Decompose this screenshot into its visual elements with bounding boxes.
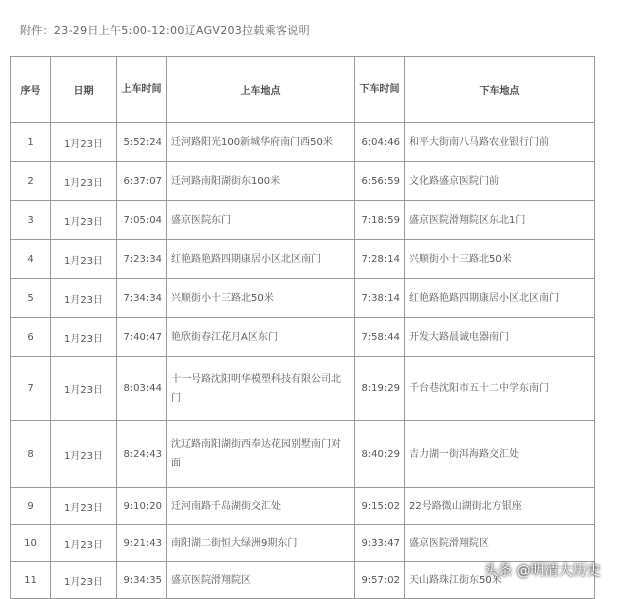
cell-date: 1月23日 xyxy=(51,318,117,357)
cell-board-place: 艳欣街春江花月A区东门 xyxy=(167,318,355,357)
cell-date: 1月23日 xyxy=(51,240,117,279)
header-board-time: 上车时间 xyxy=(117,57,167,123)
cell-alight-time: 7:38:14 xyxy=(355,279,405,318)
cell-alight-place: 22号路微山湖街北方银座 xyxy=(405,488,595,525)
cell-alight-time: 8:40:29 xyxy=(355,421,405,488)
cell-board-time: 7:40:47 xyxy=(117,318,167,357)
cell-date: 1月23日 xyxy=(51,357,117,421)
cell-board-place: 迁河路南阳湖街东100米 xyxy=(167,162,355,201)
cell-no: 5 xyxy=(11,279,51,318)
ride-record-table xyxy=(10,56,595,599)
cell-board-place: 沈辽路南阳湖街西奉达花园别墅南门对面 xyxy=(167,421,355,488)
cell-board-place: 盛京医院东门 xyxy=(167,201,355,240)
cell-alight-place: 兴顺街小十三路北50米 xyxy=(405,240,595,279)
source-watermark: 头条 @明清大历史 xyxy=(484,563,601,579)
table-row xyxy=(11,162,595,201)
cell-alight-time: 7:18:59 xyxy=(355,201,405,240)
cell-board-place: 红艳路艳路四期康居小区北区南门 xyxy=(167,240,355,279)
cell-board-time: 9:34:35 xyxy=(117,562,167,599)
cell-no: 9 xyxy=(11,488,51,525)
cell-board-time: 7:05:04 xyxy=(117,201,167,240)
cell-date: 1月23日 xyxy=(51,279,117,318)
cell-no: 1 xyxy=(11,123,51,162)
cell-board-time: 5:52:24 xyxy=(117,123,167,162)
cell-alight-place: 千台巷沈阳市五十二中学东南门 xyxy=(405,357,595,421)
cell-alight-place: 红艳路艳路四期康居小区北区南门 xyxy=(405,279,595,318)
table-row xyxy=(11,318,595,357)
cell-board-time: 9:10:20 xyxy=(117,488,167,525)
cell-board-place: 盛京医院滑翔院区 xyxy=(167,562,355,599)
cell-board-place: 十一号路沈阳明华模塑科技有限公司北门 xyxy=(167,357,355,421)
cell-board-place: 迁河路阳光100新城华府南门西50米 xyxy=(167,123,355,162)
cell-date: 1月23日 xyxy=(51,562,117,599)
cell-date: 1月23日 xyxy=(51,525,117,562)
table-row xyxy=(11,525,595,562)
header-board-place: 上车地点 xyxy=(167,57,355,123)
cell-alight-time: 6:04:46 xyxy=(355,123,405,162)
cell-board-time: 6:37:07 xyxy=(117,162,167,201)
cell-alight-time: 7:28:14 xyxy=(355,240,405,279)
cell-alight-time: 8:19:29 xyxy=(355,357,405,421)
cell-alight-place: 文化路盛京医院门前 xyxy=(405,162,595,201)
cell-date: 1月23日 xyxy=(51,162,117,201)
table-row xyxy=(11,488,595,525)
table-row xyxy=(11,123,595,162)
cell-alight-place: 天山路珠江街东50米 xyxy=(405,562,595,599)
table-row xyxy=(11,279,595,318)
cell-board-time: 7:34:34 xyxy=(117,279,167,318)
attachment-caption: 附件：23-29日上午5:00-12:00辽AGV203拉载乘客说明 xyxy=(20,24,310,37)
cell-alight-place: 开发大路晨诚电器南门 xyxy=(405,318,595,357)
cell-board-time: 8:03:44 xyxy=(117,357,167,421)
table-header-row xyxy=(11,57,595,123)
cell-date: 1月23日 xyxy=(51,123,117,162)
header-alight-place: 下车地点 xyxy=(405,57,595,123)
cell-alight-time: 9:57:02 xyxy=(355,562,405,599)
cell-alight-place: 吉力湖一街洱海路交汇处 xyxy=(405,421,595,488)
cell-date: 1月23日 xyxy=(51,488,117,525)
cell-date: 1月23日 xyxy=(51,201,117,240)
cell-no: 6 xyxy=(11,318,51,357)
cell-board-time: 7:23:34 xyxy=(117,240,167,279)
cell-no: 7 xyxy=(11,357,51,421)
cell-board-time: 9:21:43 xyxy=(117,525,167,562)
cell-alight-place: 盛京医院滑翔院区东北1门 xyxy=(405,201,595,240)
cell-alight-time: 6:56:59 xyxy=(355,162,405,201)
cell-alight-time: 9:15:02 xyxy=(355,488,405,525)
table-row xyxy=(11,201,595,240)
header-no: 序号 xyxy=(11,57,51,123)
cell-alight-time: 9:33:47 xyxy=(355,525,405,562)
cell-no: 11 xyxy=(11,562,51,599)
cell-alight-place: 和平大街南八马路农业银行门前 xyxy=(405,123,595,162)
cell-alight-time: 7:58:44 xyxy=(355,318,405,357)
cell-date: 1月23日 xyxy=(51,421,117,488)
cell-alight-place: 盛京医院滑翔院区 xyxy=(405,525,595,562)
cell-no: 4 xyxy=(11,240,51,279)
cell-board-place: 兴顺街小十三路北50米 xyxy=(167,279,355,318)
table-row xyxy=(11,421,595,488)
cell-no: 10 xyxy=(11,525,51,562)
header-alight-time: 下车时间 xyxy=(355,57,405,123)
cell-board-place: 迁河南路千岛湖街交汇处 xyxy=(167,488,355,525)
header-date: 日期 xyxy=(51,57,117,123)
cell-board-place: 南阳湖二街恒大绿洲9期东门 xyxy=(167,525,355,562)
cell-no: 2 xyxy=(11,162,51,201)
cell-no: 8 xyxy=(11,421,51,488)
table-row xyxy=(11,240,595,279)
cell-no: 3 xyxy=(11,201,51,240)
cell-board-time: 8:24:43 xyxy=(117,421,167,488)
table-row xyxy=(11,357,595,421)
